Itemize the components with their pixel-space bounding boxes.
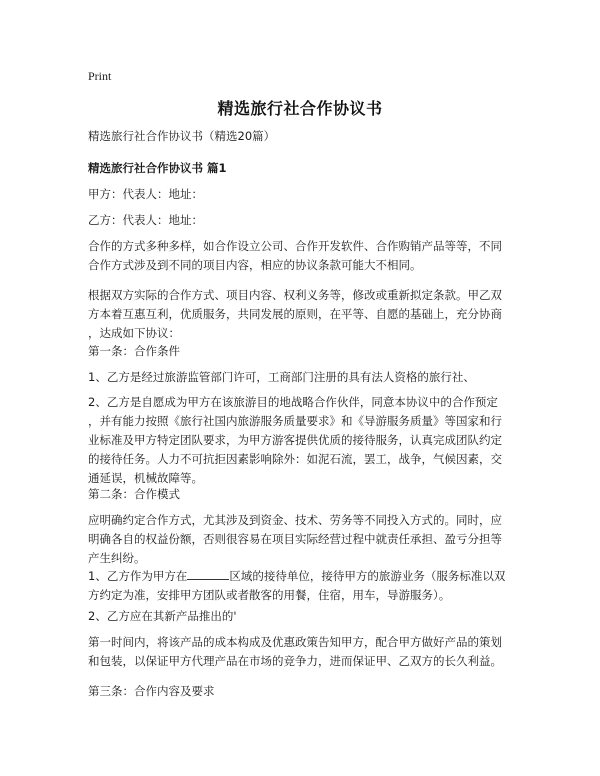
line-text-pre: 1、乙方作为甲方在 — [88, 569, 188, 583]
paragraph-line: 第一时间内，将该产品的成本构成及优惠政策告知甲方，配合甲方做好产品的策划 — [88, 635, 502, 649]
paragraph-line: 方本着互惠互利，优质服务，共同发展的原则，在平等、自愿的基础上，充分协商 — [88, 307, 502, 321]
article-2-heading: 第二条：合作模式 — [88, 487, 180, 501]
article-1-item-2 — [88, 393, 518, 488]
paragraph-line: 2、乙方是自愿成为甲方在该旅游目的地战略合作伙伴，同意本协议中的合作预定 — [88, 395, 498, 409]
paragraph-line: 方约定为准，安排甲方团队或者散客的用餐，住宿，用车，导游服务）。 — [88, 588, 451, 602]
paragraph-line: 产生纠纷。 — [88, 551, 146, 565]
article-1-heading: 第一条：合作条件 — [88, 344, 180, 358]
print-label: Print — [88, 69, 112, 83]
paragraph-1 — [88, 237, 518, 275]
article-2-item-2: 2、乙方应在其新产品推出的' — [88, 609, 237, 623]
section-heading: 精选旅行社合作协议书 篇1 — [88, 161, 227, 175]
paragraph-line: 应明确约定合作方式，尤其涉及到资金、技术、劳务等不同投入方式的。同时，应 — [88, 513, 502, 527]
paragraph-line: ，并有能力按照《旅行社国内旅游服务质量要求》和《导游服务质量》等国家和行 — [88, 414, 502, 428]
article-2-item-1 — [88, 567, 518, 605]
fill-in-blank — [187, 568, 229, 580]
article-2-paragraph — [88, 511, 518, 568]
article-3-heading: 第三条：合作内容及要求 — [88, 684, 215, 698]
document-title: 精选旅行社合作协议书 — [217, 99, 383, 118]
party-a-line: 甲方：代表人：地址： — [88, 187, 203, 201]
paragraph-line: 通延误，机械故障等。 — [88, 471, 203, 485]
paragraph-line: 业标准及甲方特定团队要求，为甲方游客提供优质的接待服务，认真完成团队约定 — [88, 433, 502, 447]
line-text-post: 区域的接待单位，接待甲方的旅游业务（服务标准以双 — [229, 569, 506, 583]
article-1-item-1: 1、乙方是经过旅游监管部门许可，工商部门注册的具有法人资格的旅行社、 — [88, 370, 475, 384]
paragraph-line: ，达成如下协议： — [88, 326, 180, 340]
article-2-paragraph-2 — [88, 633, 518, 671]
paragraph-line: 合作的方式多种多样，如合作设立公司、合作开发软件、合作购销产品等等，不同 — [88, 239, 502, 253]
paragraph-line: 和包装，以保证甲方代理产品在市场的竞争力，进而保证甲、乙双方的长久利益。 — [88, 654, 502, 668]
party-b-line: 乙方：代表人：地址： — [88, 213, 203, 227]
paragraph-line: 根据双方实际的合作方式、项目内容、权利义务等，修改或重新拟定条款。甲乙双 — [88, 288, 502, 302]
document-subtitle: 精选旅行社合作协议书（精选20篇） — [88, 129, 276, 143]
paragraph-line — [88, 567, 518, 586]
paragraph-line: 明确各自的权益份额，否则很容易在项目实际经营过程中就责任承担、盈亏分担等 — [88, 532, 502, 546]
paragraph-line: 合作方式涉及到不同的项目内容，相应的协议条款可能大不相同。 — [88, 258, 422, 272]
paragraph-line: 的接待任务。人力不可抗拒因素影响除外：如泥石流，罢工，战争，气候因素，交 — [88, 452, 502, 466]
paragraph-2 — [88, 286, 518, 343]
